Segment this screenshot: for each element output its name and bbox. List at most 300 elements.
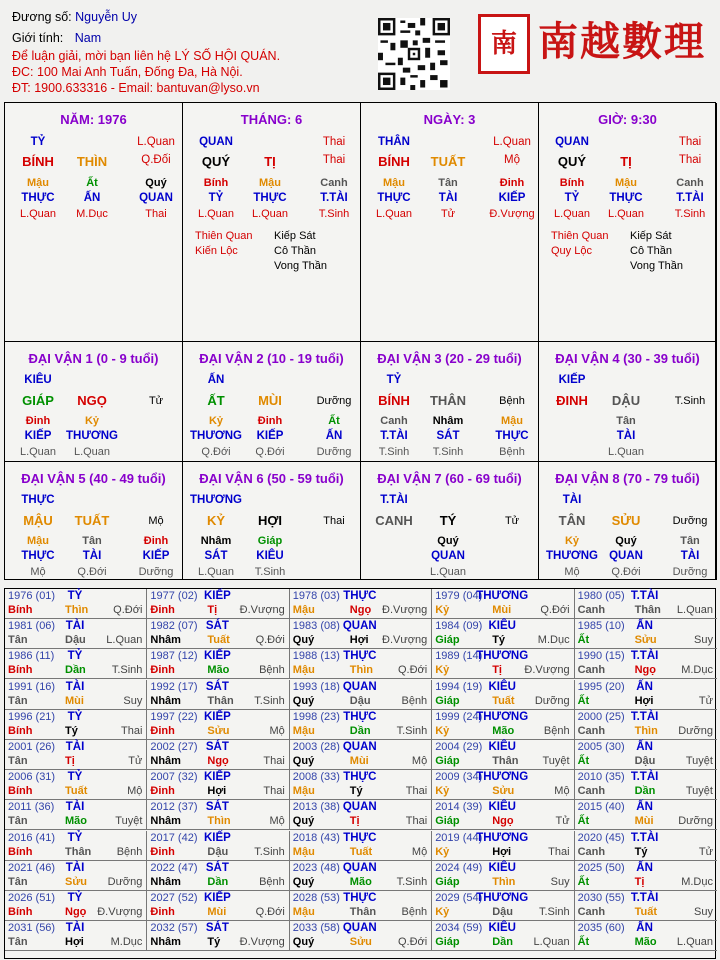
hidden-stem: Ất (86, 177, 98, 189)
year-stage: Bệnh (116, 845, 143, 858)
year-cell[interactable] (5, 649, 147, 679)
year-label: 1991 (16) (8, 680, 56, 693)
year-branch: Tý (349, 785, 363, 798)
year-stem: Quý (292, 634, 315, 647)
year-stem: Ất (577, 694, 590, 707)
hidden-stage: Dưỡng (138, 566, 174, 578)
year-branch: Ngọ (349, 604, 372, 616)
year-stage: Thai (120, 724, 143, 737)
year-cell[interactable] (147, 589, 289, 619)
earthly-branch: TỊ (264, 154, 276, 169)
earthly-branch: TUẤT (74, 513, 110, 528)
year-cell[interactable] (290, 891, 432, 921)
decade-title: ĐẠI VẬN 2 (10 - 19 tuổi) (199, 351, 344, 366)
year-branch: Thân (492, 755, 519, 767)
year-cell[interactable] (5, 770, 147, 800)
hidden-stage: T.Sinh (378, 446, 410, 458)
year-stem: Bính (8, 906, 33, 918)
year-stem: Quý (292, 815, 315, 828)
hidden-stage: Tử (440, 208, 456, 220)
year-stem: Canh (577, 724, 606, 737)
year-ten-god: KIẾP (203, 831, 231, 844)
year-label: 2035 (60) (577, 922, 625, 935)
hidden-stem: Đinh (257, 415, 283, 427)
hidden-stage: Đ.Vượng (489, 208, 535, 220)
year-branch: Tý (492, 634, 506, 647)
year-stage: Suy (694, 906, 713, 918)
year-cell[interactable] (5, 740, 147, 770)
year-cell[interactable] (5, 589, 147, 619)
branch-stage: Mộ (148, 515, 164, 527)
year-cell[interactable] (147, 740, 289, 770)
year-stem: Tân (8, 634, 28, 647)
year-cell[interactable] (432, 831, 574, 861)
gender-value: Nam (74, 31, 102, 45)
year-cell[interactable] (5, 831, 147, 861)
year-stem: Bính (8, 724, 33, 737)
hidden-stem: Ất (328, 415, 340, 427)
hidden-ten-god: QUAN (139, 192, 173, 204)
branch-stage: Thai (678, 154, 702, 166)
hidden-stem: Quý (615, 535, 637, 547)
ten-god-stem: ẤN (207, 374, 225, 386)
year-stem: Ất (577, 936, 590, 949)
year-branch: Ngọ (492, 815, 514, 828)
year-stem: Đinh (150, 604, 175, 616)
decade-luck-cell (183, 342, 361, 462)
year-stage: L.Quan (676, 936, 713, 949)
year-label: 2031 (56) (8, 922, 56, 935)
year-stage: Đ.Vượng (239, 604, 285, 616)
stem-stage: L.Quan (493, 136, 531, 148)
hidden-stem: Mậu (615, 177, 637, 189)
year-ten-god: KIẾP (203, 710, 231, 723)
year-stem: Mậu (292, 664, 315, 677)
year-cell[interactable] (575, 891, 717, 921)
year-cell[interactable] (147, 861, 289, 891)
hidden-ten-god: ẤN (325, 430, 343, 442)
hidden-stem: Đinh (25, 415, 51, 427)
year-stem: Giáp (435, 936, 460, 949)
year-cell[interactable] (290, 861, 432, 891)
year-branch: Thìn (349, 664, 374, 677)
year-cell[interactable] (575, 800, 717, 830)
year-cell[interactable] (5, 619, 147, 649)
year-cell[interactable] (290, 710, 432, 740)
hidden-stem: Kỷ (84, 415, 100, 427)
year-stage: Dưỡng (107, 875, 143, 888)
branch-stage: Tử (148, 395, 164, 407)
year-stem: Đinh (150, 785, 175, 798)
year-cell[interactable] (147, 710, 289, 740)
year-ten-god: KIÊU (488, 801, 516, 814)
year-ten-god: KIÊU (488, 861, 516, 874)
branch-stage: T.Sinh (674, 395, 706, 407)
contact-phone-email: ĐT: 1900.633316 - Email: bantuvan@lyso.vn (12, 81, 260, 95)
year-cell[interactable] (575, 619, 717, 649)
decade-luck-cell (5, 462, 183, 580)
year-label: 2012 (37) (150, 801, 198, 814)
year-stage: Thai (548, 845, 570, 858)
year-branch: Thân (65, 845, 92, 858)
year-stage: Mộ (554, 785, 570, 798)
year-stem: Đinh (150, 845, 175, 858)
decade-title: ĐẠI VẬN 4 (30 - 39 tuổi) (555, 351, 700, 366)
year-cell[interactable] (147, 649, 289, 679)
ten-god-stem: KIÊU (24, 374, 52, 386)
hidden-stage: Q.Đới (611, 566, 641, 578)
ten-god-stem: TÀI (562, 494, 582, 506)
year-stem: Quý (292, 755, 315, 767)
decade-title: ĐẠI VẬN 8 (70 - 79 tuổi) (555, 471, 700, 486)
year-label: 2023 (48) (292, 861, 340, 874)
year-stem: Bính (8, 664, 33, 677)
decade-title: ĐẠI VẬN 7 (60 - 69 tuổi) (377, 471, 522, 486)
year-cell[interactable] (432, 921, 574, 951)
year-label: 2002 (27) (150, 741, 198, 753)
branch-stage: Tử (504, 515, 520, 527)
year-branch: Mùi (492, 604, 512, 616)
hidden-stem: Tân (82, 535, 102, 547)
owner-name: Nguyễn Uy (75, 10, 137, 24)
hidden-stem: Nhâm (432, 415, 464, 427)
year-stem: Tân (8, 755, 28, 767)
hidden-stem: Quý (145, 177, 167, 189)
year-stem: Bính (8, 845, 33, 858)
year-cell[interactable] (290, 740, 432, 770)
hidden-ten-god: T.TÀI (320, 192, 348, 204)
year-branch: Mùi (65, 694, 84, 707)
year-ten-god: ẤN (636, 922, 653, 935)
year-ten-god: TỶ (67, 892, 83, 904)
year-label: 2029 (54) (435, 892, 483, 904)
year-label: 2003 (28) (292, 741, 340, 753)
year-label: 2027 (52) (150, 892, 198, 904)
year-ten-god: TÀI (65, 680, 85, 693)
year-cell[interactable] (147, 680, 289, 710)
year-label: 1984 (09) (435, 620, 483, 633)
year-stage: Đ.Vượng (382, 604, 428, 616)
year-cell[interactable] (290, 680, 432, 710)
hidden-stage: L.Quan (197, 566, 235, 578)
year-cell[interactable] (147, 891, 289, 921)
hidden-ten-god: T.TÀI (676, 192, 704, 204)
hidden-ten-god: THỰC (253, 192, 287, 204)
year-cell[interactable] (575, 831, 717, 861)
hidden-stage: L.Quan (251, 208, 289, 220)
hidden-ten-god: THƯƠNG (190, 430, 242, 442)
year-stage: Q.Đới (113, 604, 143, 616)
year-label: 1988 (13) (292, 650, 340, 663)
year-branch: Ngọ (65, 906, 87, 918)
year-branch: Mão (492, 724, 515, 737)
year-label: 1999 (24) (435, 710, 483, 723)
year-ten-god: SÁT (205, 801, 229, 814)
year-label: 1998 (23) (292, 710, 340, 723)
year-stage: Thai (405, 785, 428, 798)
year-ten-god: ẤN (636, 680, 653, 693)
year-stage: Đ.Vượng (239, 936, 285, 949)
year-cell[interactable] (575, 861, 717, 891)
pillar-title: NĂM: 1976 (60, 112, 127, 127)
hidden-stage: T.Sinh (674, 208, 706, 220)
heavenly-stem: QUÝ (201, 154, 231, 169)
hidden-stem: Bính (203, 177, 229, 189)
year-ten-god: T.TÀI (630, 892, 659, 904)
year-cell[interactable] (5, 891, 147, 921)
year-stage: Suy (694, 634, 713, 647)
year-label: 1978 (03) (292, 590, 340, 602)
year-cell[interactable] (575, 649, 717, 679)
year-label: 1990 (15) (577, 650, 625, 663)
year-stage: Tuyệt (685, 755, 713, 767)
hidden-ten-god: KIÊU (256, 550, 284, 562)
year-branch: Sửu (65, 875, 88, 888)
year-branch: Dần (634, 785, 656, 798)
year-ten-god: THỰC (343, 892, 377, 904)
year-stage: T.Sinh (396, 724, 428, 737)
year-cell[interactable] (290, 921, 432, 951)
pillar-title: THÁNG: 6 (240, 112, 303, 127)
year-label: 1987 (12) (150, 650, 198, 663)
earthly-branch: SỬU (611, 513, 641, 528)
year-ten-god: SÁT (205, 680, 229, 693)
hidden-stage: Q.Đới (255, 446, 285, 458)
year-cell[interactable] (432, 710, 574, 740)
year-label: 2001 (26) (8, 741, 56, 753)
year-label: 2020 (45) (577, 831, 625, 844)
heavenly-stem: BÍNH (22, 154, 54, 169)
year-ten-god: TỶ (67, 590, 83, 602)
year-stage: Đ.Vượng (97, 906, 143, 918)
year-branch: Ngọ (207, 755, 229, 767)
year-cell[interactable] (432, 770, 574, 800)
branch-stage: Q.Đối (141, 154, 171, 166)
year-branch: Tị (349, 815, 360, 828)
year-cell[interactable] (432, 891, 574, 921)
hidden-stem: Tân (438, 177, 458, 189)
year-stem: Tân (8, 694, 28, 707)
year-label: 1992 (17) (150, 680, 198, 693)
year-branch: Hợi (207, 785, 227, 798)
year-branch: Sửu (207, 724, 230, 737)
year-cell[interactable] (432, 800, 574, 830)
year-stem: Nhâm (150, 875, 181, 888)
year-stage: Tử (128, 755, 143, 767)
star-auspicious: Kiến Lộc (195, 245, 238, 257)
year-cell[interactable] (432, 861, 574, 891)
year-cell[interactable] (5, 800, 147, 830)
year-ten-god: ẤN (636, 861, 653, 874)
year-label: 2026 (51) (8, 892, 56, 904)
year-cell[interactable] (5, 861, 147, 891)
year-label: 2000 (25) (577, 710, 625, 723)
hidden-ten-god: TỶ (564, 192, 580, 204)
year-ten-god: THƯƠNG (476, 831, 529, 844)
branch-stage: Mộ (504, 154, 520, 166)
year-cell[interactable] (290, 831, 432, 861)
year-stage: Dưỡng (534, 694, 570, 707)
year-branch: Dần (65, 664, 86, 677)
year-stem: Giáp (435, 634, 460, 647)
star-auspicious: Thiên Quan (195, 230, 253, 242)
hidden-stem: Tân (680, 535, 700, 547)
year-stem: Giáp (435, 815, 460, 828)
year-ten-god: T.TÀI (630, 771, 659, 784)
hidden-stem: Quý (437, 535, 459, 547)
year-ten-god: SÁT (205, 922, 229, 935)
decade-luck-cell (539, 342, 717, 462)
pillar-cell (5, 103, 183, 342)
year-stem: Nhâm (150, 634, 181, 647)
year-cell[interactable] (5, 680, 147, 710)
year-cell[interactable] (147, 921, 289, 951)
hidden-ten-god: KIẾP (256, 430, 284, 442)
hidden-stem: Giáp (257, 535, 283, 547)
year-cell[interactable] (290, 800, 432, 830)
year-label: 2005 (30) (577, 741, 625, 753)
heavenly-stem: TÂN (558, 513, 586, 528)
earthly-branch: MÙI (258, 393, 282, 408)
year-cell[interactable] (575, 921, 717, 951)
year-cell[interactable] (575, 710, 717, 740)
year-cell[interactable] (147, 770, 289, 800)
hidden-stem: Kỷ (564, 535, 580, 547)
year-stem: Kỷ (435, 664, 450, 677)
year-label: 2009 (34) (435, 771, 483, 784)
year-stem: Giáp (435, 755, 460, 767)
year-cell[interactable] (432, 680, 574, 710)
year-cell[interactable] (290, 619, 432, 649)
year-stem: Tân (8, 936, 28, 949)
earthly-branch: NGỌ (77, 393, 107, 408)
year-branch: Tý (65, 724, 78, 737)
heavenly-stem: ĐINH (556, 393, 588, 408)
year-branch: Dần (492, 936, 513, 949)
hidden-ten-god: KIẾP (498, 192, 526, 204)
year-stem: Canh (577, 845, 606, 858)
year-stage: Bệnh (401, 694, 428, 707)
year-ten-god: KIẾP (203, 590, 231, 602)
hidden-ten-god: THỰC (609, 192, 643, 204)
year-ten-god: ẤN (636, 741, 653, 753)
decade-luck-cell (5, 342, 183, 462)
hidden-ten-god: TỶ (208, 192, 224, 204)
heavenly-stem: MẬU (23, 513, 53, 528)
hidden-ten-god: TÀI (82, 550, 102, 562)
hidden-ten-god: TÀI (438, 192, 458, 204)
year-ten-god: THƯƠNG (476, 710, 529, 723)
hidden-ten-god: KIẾP (24, 430, 52, 442)
year-cell[interactable] (290, 649, 432, 679)
year-cell[interactable] (575, 740, 717, 770)
year-cell[interactable] (147, 619, 289, 649)
pillar-cell (539, 103, 717, 342)
year-ten-god: TÀI (65, 922, 85, 935)
year-ten-god: QUAN (342, 620, 377, 633)
year-ten-god: SÁT (205, 861, 229, 874)
year-label: 1996 (21) (8, 710, 56, 723)
hidden-stem: Nhâm (200, 535, 232, 547)
hidden-ten-god: ẤN (83, 192, 101, 204)
qr-code-icon[interactable] (378, 18, 450, 90)
year-branch: Tuất (207, 634, 230, 647)
red-seal-logo: 南 (478, 14, 530, 74)
year-ten-god: KIÊU (488, 620, 516, 633)
year-cell[interactable] (575, 680, 717, 710)
year-stage: L.Quan (676, 604, 713, 616)
year-cell[interactable] (147, 831, 289, 861)
hidden-stage: Q.Đới (201, 446, 231, 458)
year-stage: Mộ (411, 845, 428, 858)
year-branch: Thân (634, 604, 661, 616)
year-cell[interactable] (575, 589, 717, 619)
year-cell[interactable] (575, 770, 717, 800)
year-cell[interactable] (5, 710, 147, 740)
ten-god-stem: THỰC (21, 494, 55, 506)
annual-luck-table (4, 588, 716, 959)
year-label: 1997 (22) (150, 710, 198, 723)
year-branch: Ngọ (634, 664, 656, 677)
year-stage: Tử (698, 845, 713, 858)
year-branch: Hợi (65, 936, 84, 949)
year-stage: L.Quan (106, 634, 143, 647)
hidden-stem: Canh (320, 177, 348, 189)
year-cell[interactable] (432, 740, 574, 770)
year-label: 1995 (20) (577, 680, 625, 693)
year-label: 2022 (47) (150, 861, 198, 874)
year-stem: Đinh (150, 906, 175, 918)
year-cell[interactable] (290, 770, 432, 800)
hidden-stem: Mậu (27, 177, 49, 189)
year-stem: Ất (577, 815, 590, 828)
hidden-stem: Mậu (259, 177, 281, 189)
year-stem: Kỷ (435, 724, 450, 737)
year-cell[interactable] (290, 589, 432, 619)
year-branch: Hợi (634, 694, 654, 707)
year-cell[interactable] (147, 800, 289, 830)
year-ten-god: TỶ (67, 710, 83, 723)
star-inauspicious: Cô Thần (630, 245, 672, 257)
year-ten-god: QUAN (342, 922, 377, 935)
heavenly-stem: BÍNH (378, 393, 410, 408)
year-label: 2013 (38) (292, 801, 340, 814)
year-label: 2016 (41) (8, 831, 56, 844)
heavenly-stem: BÍNH (378, 154, 410, 169)
year-ten-god: TÀI (65, 801, 85, 814)
year-branch: Tuất (634, 906, 657, 918)
hidden-stage: L.Quan (73, 446, 111, 458)
year-branch: Mão (349, 875, 372, 888)
year-label: 1976 (01) (8, 590, 56, 602)
year-ten-god: THƯƠNG (476, 590, 529, 602)
heavenly-stem: KỶ (206, 513, 226, 528)
year-ten-god: QUAN (342, 861, 377, 874)
year-cell[interactable] (432, 649, 574, 679)
hidden-stem: Mậu (501, 415, 523, 427)
ten-god-stem: QUAN (199, 136, 233, 148)
hidden-stage: L.Quan (197, 208, 235, 220)
earthly-branch: DẬU (611, 393, 641, 408)
pillar-title: NGÀY: 3 (423, 112, 476, 127)
year-stage: Bệnh (543, 724, 570, 737)
year-cell[interactable] (5, 921, 147, 951)
year-cell[interactable] (432, 589, 574, 619)
ten-god-stem: QUAN (555, 136, 589, 148)
year-cell[interactable] (432, 619, 574, 649)
year-stage: Q.Đới (255, 906, 285, 918)
year-label: 2010 (35) (577, 771, 625, 784)
